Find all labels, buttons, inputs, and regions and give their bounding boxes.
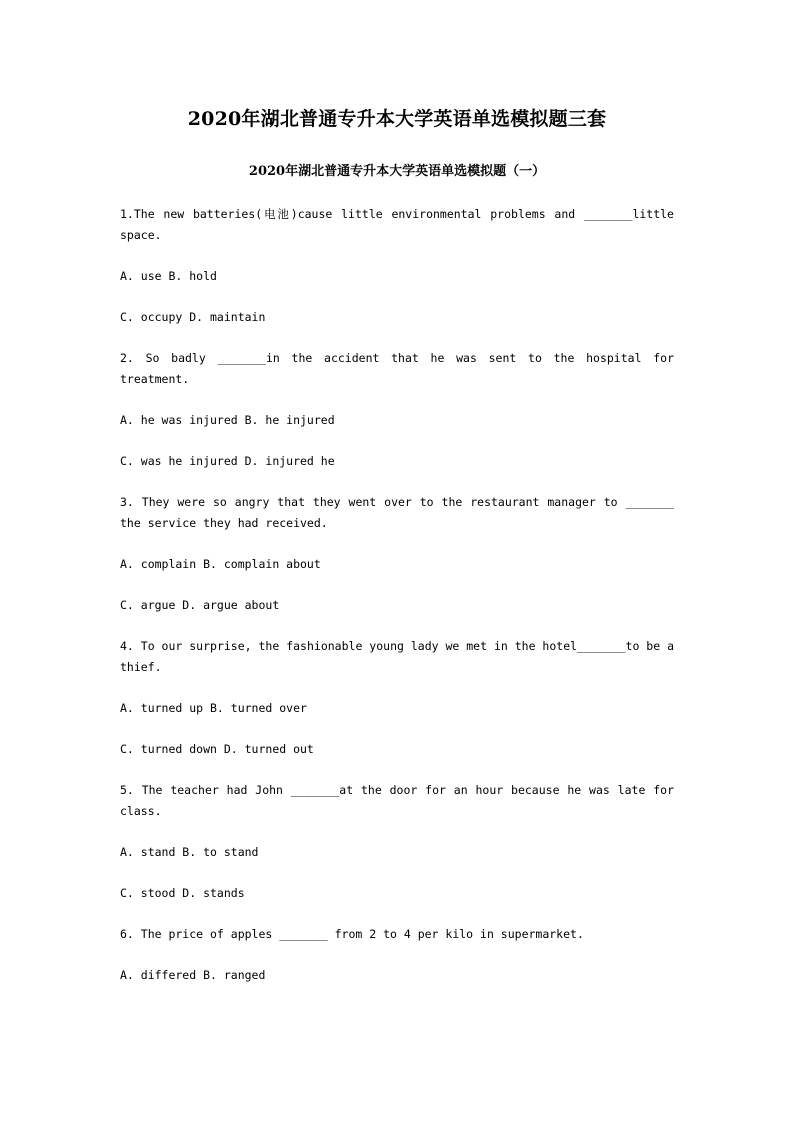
question-options-cd: C. was he injured D. injured he [120,454,335,468]
question-4 [120,636,674,760]
question-stem: 6. The price of apples _______ from 2 to 4 per kilo in supermarket. [120,927,584,941]
question-list [120,204,674,1006]
question-stem: 3. They were so angry that they went over to the restaurant manager to _______ the service they had received. [120,495,674,530]
question-options-cd: C. stood D. stands [120,886,245,900]
question-3 [120,492,674,616]
question-stem: 4. To our surprise, the fashionable young lady we met in the hotel_______to be a thief. [120,639,674,674]
question-1 [120,204,674,328]
question-options-cd: C. turned down D. turned out [120,742,314,756]
question-stem: 5. The teacher had John _______at the door for an hour because he was late for class. [120,783,674,818]
section-subtitle: 2020年湖北普通专升本大学英语单选模拟题（一） [248,164,546,179]
question-options-ab: A. complain B. complain about [120,557,321,571]
question-options-ab: A. turned up B. turned over [120,701,307,715]
question-stem: 1.The new batteries(电池)cause little environmental problems and _______little space. [120,207,674,242]
question-options-cd: C. occupy D. maintain [120,310,266,324]
question-options-ab: A. use B. hold [120,269,217,283]
question-options-ab: A. he was injured B. he injured [120,413,335,427]
question-6 [120,924,674,986]
question-2 [120,348,674,472]
document-title: 2020年湖北普通专升本大学英语单选模拟题三套 [187,108,607,130]
question-5 [120,780,674,904]
question-stem: 2. So badly _______in the accident that he was sent to the hospital for treatment. [120,351,674,386]
question-options-cd: C. argue D. argue about [120,598,280,612]
question-options-ab: A. differed B. ranged [120,968,266,982]
question-options-ab: A. stand B. to stand [120,845,259,859]
